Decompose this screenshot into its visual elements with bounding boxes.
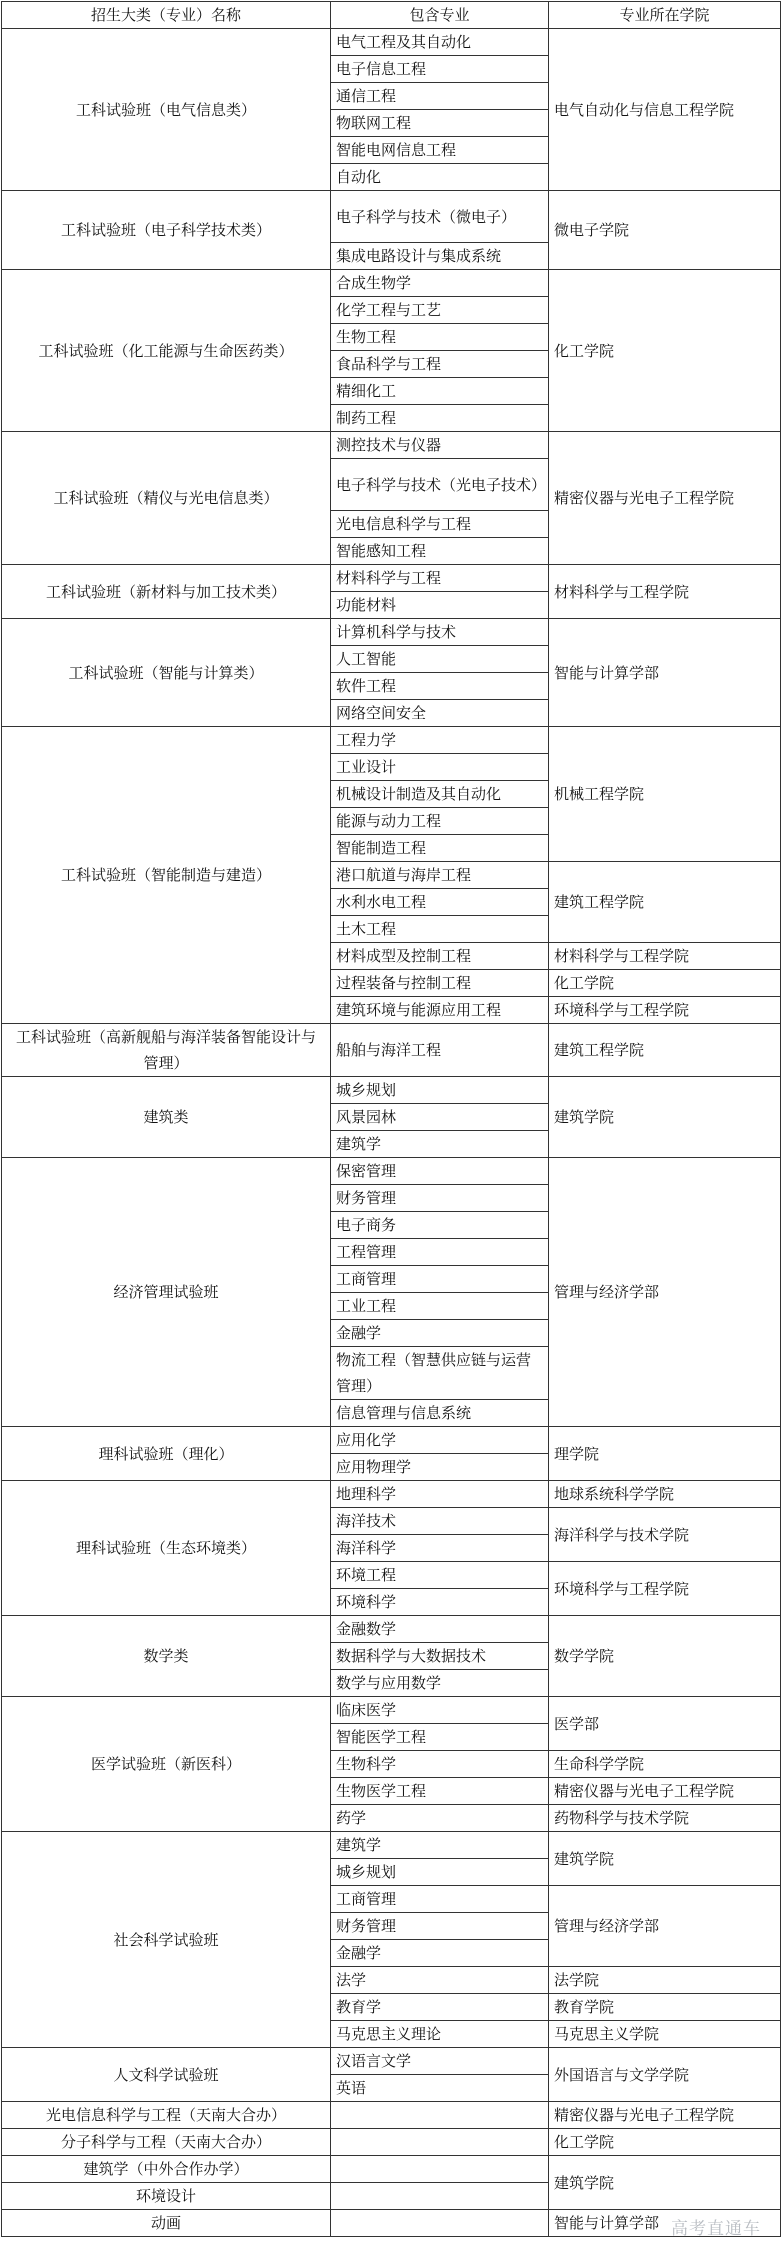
college-cell: 化工学院 <box>549 270 781 432</box>
table-row <box>2 2156 781 2183</box>
table-row <box>2 565 781 592</box>
college-cell: 电气自动化与信息工程学院 <box>549 29 781 191</box>
college-cell: 化工学院 <box>549 2129 781 2156</box>
major-cell: 制药工程 <box>331 405 549 432</box>
major-cell: 金融数学 <box>331 1616 549 1643</box>
table-row <box>2 1697 781 1724</box>
table-row <box>2 2048 781 2075</box>
college-cell: 法学院 <box>549 1967 781 1994</box>
major-cell: 数学与应用数学 <box>331 1670 549 1697</box>
major-cell: 智能电网信息工程 <box>331 137 549 164</box>
college-cell: 微电子学院 <box>549 191 781 270</box>
major-cell: 水利水电工程 <box>331 889 549 916</box>
college-cell: 环境科学与工程学院 <box>549 997 781 1024</box>
college-cell: 数学学院 <box>549 1616 781 1697</box>
category-cell: 医学试验班（新医科） <box>2 1697 331 1832</box>
major-cell: 海洋科学 <box>331 1535 549 1562</box>
major-cell: 通信工程 <box>331 83 549 110</box>
major-cell: 计算机科学与技术 <box>331 619 549 646</box>
major-cell: 功能材料 <box>331 592 549 619</box>
major-cell: 金融学 <box>331 1320 549 1347</box>
major-cell: 生物科学 <box>331 1751 549 1778</box>
major-cell: 建筑学 <box>331 1832 549 1859</box>
college-cell: 马克思主义学院 <box>549 2021 781 2048</box>
college-cell: 地球系统科学学院 <box>549 1481 781 1508</box>
major-cell <box>331 2156 549 2183</box>
major-cell: 土木工程 <box>331 916 549 943</box>
watermark: 高考直通车 <box>671 2219 761 2239</box>
major-cell: 集成电路设计与集成系统 <box>331 243 549 270</box>
major-cell: 材料成型及控制工程 <box>331 943 549 970</box>
college-cell: 医学部 <box>549 1697 781 1751</box>
major-cell: 软件工程 <box>331 673 549 700</box>
major-cell: 自动化 <box>331 164 549 191</box>
category-cell: 工科试验班（高新舰船与海洋装备智能设计与管理） <box>2 1024 331 1077</box>
category-cell: 工科试验班（电子科学技术类） <box>2 191 331 270</box>
college-cell: 生命科学学院 <box>549 1751 781 1778</box>
major-cell: 精细化工 <box>331 378 549 405</box>
college-cell: 外国语言与文学学院 <box>549 2048 781 2102</box>
major-cell: 电子商务 <box>331 1212 549 1239</box>
category-cell: 动画 <box>2 2210 331 2237</box>
category-cell: 工科试验班（智能与计算类） <box>2 619 331 727</box>
major-cell: 地理科学 <box>331 1481 549 1508</box>
major-cell: 财务管理 <box>331 1913 549 1940</box>
header-row <box>2 2 781 29</box>
college-cell: 管理与经济学部 <box>549 1158 781 1427</box>
category-cell: 数学类 <box>2 1616 331 1697</box>
college-cell: 化工学院 <box>549 970 781 997</box>
category-cell: 工科试验班（电气信息类） <box>2 29 331 191</box>
major-cell: 汉语言文学 <box>331 2048 549 2075</box>
table-row <box>2 2102 781 2129</box>
major-cell: 工商管理 <box>331 1266 549 1293</box>
major-cell: 电气工程及其自动化 <box>331 29 549 56</box>
major-cell: 能源与动力工程 <box>331 808 549 835</box>
major-cell: 环境工程 <box>331 1562 549 1589</box>
major-cell: 船舶与海洋工程 <box>331 1024 549 1077</box>
major-cell: 化学工程与工艺 <box>331 297 549 324</box>
major-cell: 环境科学 <box>331 1589 549 1616</box>
table-row <box>2 1832 781 1859</box>
table-body <box>2 29 781 2237</box>
major-cell: 电子信息工程 <box>331 56 549 83</box>
table-row <box>2 1077 781 1104</box>
major-cell: 应用物理学 <box>331 1454 549 1481</box>
major-cell: 材料科学与工程 <box>331 565 549 592</box>
major-cell: 工程力学 <box>331 727 549 754</box>
college-cell: 管理与经济学部 <box>549 1886 781 1967</box>
major-cell: 教育学 <box>331 1994 549 2021</box>
major-cell: 风景园林 <box>331 1104 549 1131</box>
table-row <box>2 619 781 646</box>
college-cell: 智能与计算学部 <box>549 2210 781 2237</box>
major-cell: 物联网工程 <box>331 110 549 137</box>
major-cell: 合成生物学 <box>331 270 549 297</box>
college-cell: 建筑工程学院 <box>549 1024 781 1077</box>
major-cell: 临床医学 <box>331 1697 549 1724</box>
college-cell: 药物科学与技术学院 <box>549 1805 781 1832</box>
college-cell: 材料科学与工程学院 <box>549 943 781 970</box>
category-cell: 光电信息科学与工程（天南大合办） <box>2 2102 331 2129</box>
major-cell: 智能制造工程 <box>331 835 549 862</box>
college-cell: 教育学院 <box>549 1994 781 2021</box>
major-cell <box>331 2210 549 2237</box>
major-cell: 应用化学 <box>331 1427 549 1454</box>
table-row <box>2 1158 781 1185</box>
table-row <box>2 29 781 56</box>
major-cell: 财务管理 <box>331 1185 549 1212</box>
table-row <box>2 1481 781 1508</box>
major-cell: 建筑学 <box>331 1131 549 1158</box>
major-cell: 智能医学工程 <box>331 1724 549 1751</box>
major-cell: 城乡规划 <box>331 1077 549 1104</box>
college-cell: 建筑学院 <box>549 1077 781 1158</box>
table-row <box>2 2129 781 2156</box>
major-cell: 法学 <box>331 1967 549 1994</box>
major-cell: 药学 <box>331 1805 549 1832</box>
table-row <box>2 1427 781 1454</box>
category-cell: 工科试验班（智能制造与建造） <box>2 727 331 1024</box>
college-cell: 精密仪器与光电子工程学院 <box>549 2102 781 2129</box>
major-cell: 生物医学工程 <box>331 1778 549 1805</box>
category-cell: 人文科学试验班 <box>2 2048 331 2102</box>
category-cell: 社会科学试验班 <box>2 1832 331 2048</box>
major-cell: 工业工程 <box>331 1293 549 1320</box>
table-row <box>2 2210 781 2237</box>
major-cell: 机械设计制造及其自动化 <box>331 781 549 808</box>
header-college: 专业所在学院 <box>549 2 781 29</box>
category-cell: 分子科学与工程（天南大合办） <box>2 2129 331 2156</box>
major-cell: 数据科学与大数据技术 <box>331 1643 549 1670</box>
major-cell: 港口航道与海岸工程 <box>331 862 549 889</box>
header-category: 招生大类（专业）名称 <box>2 2 331 29</box>
major-cell: 信息管理与信息系统 <box>331 1400 549 1427</box>
major-cell: 城乡规划 <box>331 1859 549 1886</box>
college-cell: 海洋科学与技术学院 <box>549 1508 781 1562</box>
college-cell: 精密仪器与光电子工程学院 <box>549 1778 781 1805</box>
table-row <box>2 191 781 243</box>
category-cell: 工科试验班（化工能源与生命医药类） <box>2 270 331 432</box>
college-cell: 机械工程学院 <box>549 727 781 862</box>
category-cell: 环境设计 <box>2 2183 331 2210</box>
category-cell: 理科试验班（理化） <box>2 1427 331 1481</box>
major-cell: 海洋技术 <box>331 1508 549 1535</box>
category-cell: 建筑学（中外合作办学） <box>2 2156 331 2183</box>
major-cell: 人工智能 <box>331 646 549 673</box>
major-cell: 物流工程（智慧供应链与运营管理） <box>331 1347 549 1400</box>
major-cell: 测控技术与仪器 <box>331 432 549 459</box>
major-cell: 工商管理 <box>331 1886 549 1913</box>
major-cell: 英语 <box>331 2075 549 2102</box>
college-cell: 精密仪器与光电子工程学院 <box>549 432 781 565</box>
table-row <box>2 432 781 459</box>
major-cell: 电子科学与技术（光电子技术） <box>331 459 549 511</box>
major-cell: 食品科学与工程 <box>331 351 549 378</box>
category-cell: 工科试验班（精仪与光电信息类） <box>2 432 331 565</box>
major-cell: 智能感知工程 <box>331 538 549 565</box>
major-cell: 建筑环境与能源应用工程 <box>331 997 549 1024</box>
major-cell: 工程管理 <box>331 1239 549 1266</box>
college-cell: 环境科学与工程学院 <box>549 1562 781 1616</box>
header-majors: 包含专业 <box>331 2 549 29</box>
category-cell: 理科试验班（生态环境类） <box>2 1481 331 1616</box>
table-row <box>2 1616 781 1643</box>
college-cell: 建筑学院 <box>549 2156 781 2210</box>
college-cell: 智能与计算学部 <box>549 619 781 727</box>
major-cell <box>331 2183 549 2210</box>
table-row <box>2 727 781 754</box>
major-cell: 工业设计 <box>331 754 549 781</box>
category-cell: 建筑类 <box>2 1077 331 1158</box>
major-cell: 过程装备与控制工程 <box>331 970 549 997</box>
major-cell <box>331 2102 549 2129</box>
major-cell: 生物工程 <box>331 324 549 351</box>
college-cell: 建筑学院 <box>549 1832 781 1886</box>
major-cell: 马克思主义理论 <box>331 2021 549 2048</box>
major-cell: 电子科学与技术（微电子） <box>331 191 549 243</box>
major-cell: 网络空间安全 <box>331 700 549 727</box>
table-row <box>2 270 781 297</box>
category-cell: 经济管理试验班 <box>2 1158 331 1427</box>
majors-table <box>1 1 781 2237</box>
college-cell: 建筑工程学院 <box>549 862 781 943</box>
major-cell: 光电信息科学与工程 <box>331 511 549 538</box>
table-row <box>2 1024 781 1077</box>
college-cell: 理学院 <box>549 1427 781 1481</box>
major-cell <box>331 2129 549 2156</box>
major-cell: 金融学 <box>331 1940 549 1967</box>
college-cell: 材料科学与工程学院 <box>549 565 781 619</box>
major-cell: 保密管理 <box>331 1158 549 1185</box>
category-cell: 工科试验班（新材料与加工技术类） <box>2 565 331 619</box>
